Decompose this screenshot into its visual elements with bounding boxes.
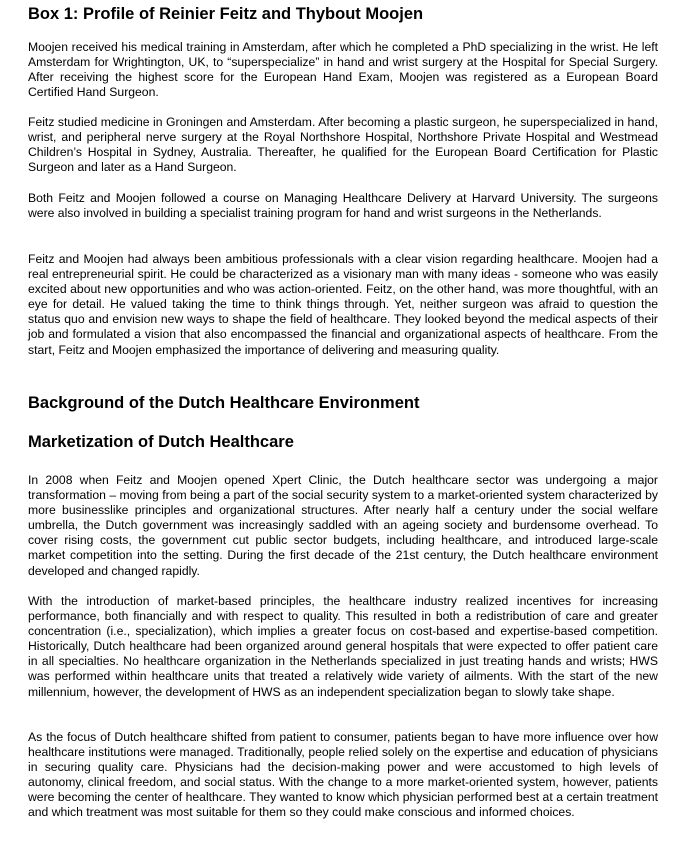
marketization-paragraph-2: With the introduction of market-based principles, the healthcare industry realized incentives for increasing performance, both financially and with respect to quality. This resulted in both a redistribution of care and greater concentration (i.e., specialization), which implies a greater focus on cost-based and expertise-based competition. Historically, Dutch healthcare had been organized around general hospitals that were expected to offer patient care in all specialties. No healthcare organization in the Netherlands specialized in just treating hands and wrists; HWS was performed within healthcare units that treated a relatively wide variety of ailments. With the start of the new millennium, however, the development of HWS as an independent specialization began to slowly take shape. [28,594,658,699]
marketization-paragraph-3: As the focus of Dutch healthcare shifted from patient to consumer, patients began to have more influence over how healthcare institutions were managed. Traditionally, people relied solely on the expertise and education of physicians in securing quality care. Physicians had the decision-making power and were accustomed to high levels of autonomy, clinical freedom, and social status. With the change to a more market-oriented system, however, patients were becoming the center of healthcare. They wanted to know which physician performed best at a certain treatment and which treatment was most suitable for them so they could make conscious and informed choices. [28,730,658,820]
background-heading: Background of the Dutch Healthcare Environment [28,394,420,412]
box-paragraph-2: Feitz studied medicine in Groningen and Amsterdam. After becoming a plastic surgeon, he superspecialized in hand, wrist, and peripheral nerve surgery at the Royal Northshore Hospital, Northshore Private Hospital and Westmead Children’s Hospital in Sydney, Australia. Thereafter, he qualified for the European Board Certification for Plastic Surgeon and later as a Hand Surgeon. [28,115,658,175]
marketization-heading: Marketization of Dutch Healthcare [28,433,294,451]
marketization-paragraph-1: In 2008 when Feitz and Moojen opened Xpert Clinic, the Dutch healthcare sector was undergoing a major transformation – moving from being a part of the social security system to a market-oriented system characterized by more businesslike principles and organizational structures. After nearly half a century under the social welfare umbrella, the Dutch government was increasingly saddled with an ageing society and burdensome overhead. To cover rising costs, the government cut public sector budgets, including healthcare, and introduced large-scale market competition into the setting. During the first decade of the 21st century, the Dutch healthcare environment developed and changed rapidly. [28,473,658,578]
box-paragraph-4: Feitz and Moojen had always been ambitious professionals with a clear vision regarding healthcare. Moojen had a real entrepreneurial spirit. He could be characterized as a visionary man with many ideas - someone who was easily excited about new opportunities and who was action-oriented. Feitz, on the other hand, was more thoughtful, with an eye for detail. He valued taking the time to think things through. Yet, neither surgeon was afraid to question the status quo and envision new ways to shape the field of healthcare. They looked beyond the medical aspects of their job and formulated a vision that also encompassed the financial and organizational aspects of healthcare. From the start, Feitz and Moojen emphasized the importance of delivering and measuring quality. [28,252,658,357]
box-paragraph-1: Moojen received his medical training in Amsterdam, after which he completed a PhD specializing in the wrist. He left Amsterdam for Wrightington, UK, to “superspecialize” in hand and wrist surgery at the Hospital for Special Surgery. After receiving the highest score for the European Hand Exam, Moojen was registered as a European Board Certified Hand Surgeon. [28,40,658,100]
box-paragraph-3: Both Feitz and Moojen followed a course on Managing Healthcare Delivery at Harvard University. The surgeons were also involved in building a specialist training program for hand and wrist surgeons in the Netherlands. [28,191,658,221]
box-heading: Box 1: Profile of Reinier Feitz and Thybout Moojen [28,5,424,23]
